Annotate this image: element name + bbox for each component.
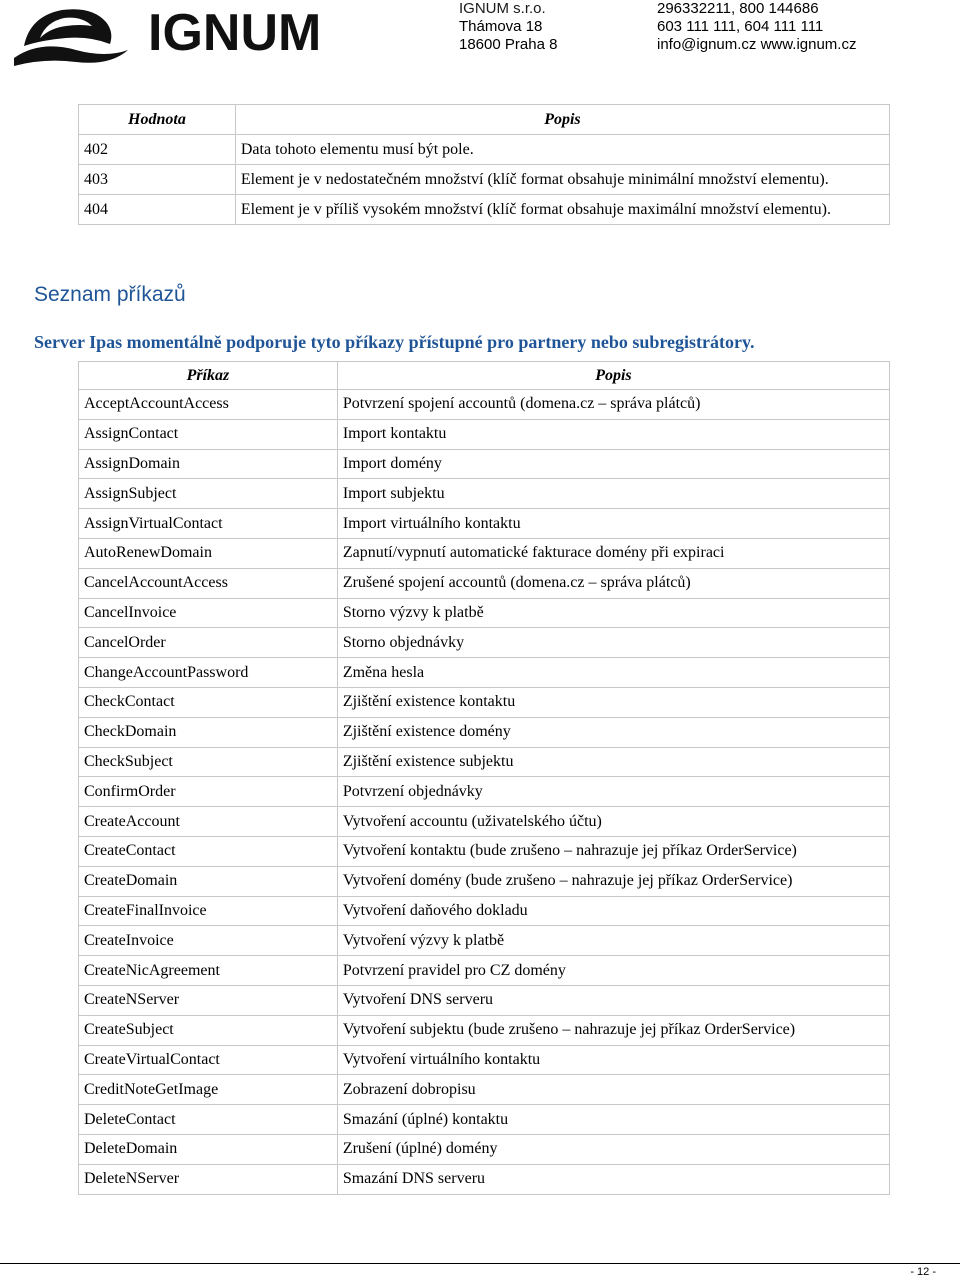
command-description: Import domény bbox=[337, 449, 889, 479]
table-row bbox=[79, 985, 890, 1015]
command-description: Vytvoření domény (bude zrušeno – nahrazuje jej příkaz OrderService) bbox=[337, 866, 889, 896]
commands-table bbox=[78, 361, 890, 1195]
command-name: CheckContact bbox=[79, 687, 338, 717]
command-name: CreateNServer bbox=[79, 985, 338, 1015]
error-description: Data tohoto elementu musí být pole. bbox=[235, 135, 889, 165]
command-name: CreateVirtualContact bbox=[79, 1045, 338, 1075]
command-name: AcceptAccountAccess bbox=[79, 390, 338, 420]
table-header-row bbox=[79, 105, 890, 135]
command-name: CreateInvoice bbox=[79, 926, 338, 956]
table-row bbox=[79, 747, 890, 777]
command-name: AutoRenewDomain bbox=[79, 538, 338, 568]
command-name: CreateContact bbox=[79, 836, 338, 866]
column-header-value: Hodnota bbox=[79, 105, 236, 135]
command-name: CreateDomain bbox=[79, 866, 338, 896]
table-row bbox=[79, 598, 890, 628]
section-subtitle: Server Ipas momentálně podporuje tyto příkazy přístupné pro partnery nebo subregistrátory. bbox=[34, 332, 755, 352]
command-name: CancelInvoice bbox=[79, 598, 338, 628]
command-name: CheckSubject bbox=[79, 747, 338, 777]
command-name: CancelOrder bbox=[79, 628, 338, 658]
command-description: Import kontaktu bbox=[337, 419, 889, 449]
command-name: CreateFinalInvoice bbox=[79, 896, 338, 926]
contact-phones-1: 296332211, 800 144686 bbox=[657, 0, 819, 17]
command-name: CreateAccount bbox=[79, 807, 338, 837]
table-row bbox=[79, 1075, 890, 1105]
error-code: 403 bbox=[79, 165, 236, 195]
table-row bbox=[79, 1164, 890, 1194]
company-street: Thámova 18 bbox=[459, 18, 543, 35]
command-description: Import virtuálního kontaktu bbox=[337, 509, 889, 539]
command-name: ChangeAccountPassword bbox=[79, 658, 338, 688]
table-row bbox=[79, 390, 890, 420]
table-row bbox=[79, 777, 890, 807]
section-title: Seznam příkazů bbox=[34, 283, 186, 306]
error-code: 402 bbox=[79, 135, 236, 165]
command-description: Vytvoření virtuálního kontaktu bbox=[337, 1045, 889, 1075]
command-description: Zrušené spojení accountů (domena.cz – správa plátců) bbox=[337, 568, 889, 598]
table-row bbox=[79, 538, 890, 568]
table-row bbox=[79, 956, 890, 986]
command-description: Import subjektu bbox=[337, 479, 889, 509]
column-header-description: Popis bbox=[337, 362, 889, 390]
command-name: DeleteDomain bbox=[79, 1134, 338, 1164]
contact-web: info@ignum.cz www.ignum.cz bbox=[657, 36, 857, 53]
table-row bbox=[79, 807, 890, 837]
table-row bbox=[79, 165, 890, 195]
command-description: Storno výzvy k platbě bbox=[337, 598, 889, 628]
table-row bbox=[79, 717, 890, 747]
footer-divider bbox=[0, 1263, 960, 1264]
table-row bbox=[79, 628, 890, 658]
command-name: CreateSubject bbox=[79, 1015, 338, 1045]
command-description: Zjištění existence subjektu bbox=[337, 747, 889, 777]
table-row bbox=[79, 836, 890, 866]
command-description: Smazání (úplné) kontaktu bbox=[337, 1105, 889, 1135]
command-name: DeleteContact bbox=[79, 1105, 338, 1135]
error-description: Element je v nedostatečném množství (klíč format obsahuje minimální množství elementu). bbox=[235, 165, 889, 195]
logo-wordmark: IGNUM bbox=[148, 4, 322, 62]
commands-table-body bbox=[79, 390, 890, 1195]
error-code-table bbox=[78, 104, 890, 225]
command-description: Zjištění existence domény bbox=[337, 717, 889, 747]
table-row bbox=[79, 658, 890, 688]
table-row bbox=[79, 1134, 890, 1164]
command-name: AssignDomain bbox=[79, 449, 338, 479]
company-name: IGNUM s.r.o. bbox=[459, 0, 546, 17]
ignum-logo bbox=[10, 0, 330, 68]
command-description: Zobrazení dobropisu bbox=[337, 1075, 889, 1105]
table-row bbox=[79, 419, 890, 449]
contact-phones-2: 603 111 111, 604 111 111 bbox=[657, 18, 824, 35]
table-row bbox=[79, 509, 890, 539]
company-city: 18600 Praha 8 bbox=[459, 36, 558, 53]
table-header-row bbox=[79, 362, 890, 390]
command-description: Zrušení (úplné) domény bbox=[337, 1134, 889, 1164]
command-name: CancelAccountAccess bbox=[79, 568, 338, 598]
command-description: Vytvoření výzvy k platbě bbox=[337, 926, 889, 956]
command-name: AssignContact bbox=[79, 419, 338, 449]
command-description: Zapnutí/vypnutí automatické fakturace domény při expiraci bbox=[337, 538, 889, 568]
table-row bbox=[79, 1105, 890, 1135]
table-row bbox=[79, 687, 890, 717]
command-description: Zjištění existence kontaktu bbox=[337, 687, 889, 717]
table-row bbox=[79, 896, 890, 926]
company-address bbox=[459, 0, 557, 54]
table-row bbox=[79, 1045, 890, 1075]
command-description: Vytvoření accountu (uživatelského účtu) bbox=[337, 807, 889, 837]
table-row bbox=[79, 568, 890, 598]
column-header-description: Popis bbox=[235, 105, 889, 135]
page-header bbox=[0, 0, 960, 72]
command-description: Potvrzení pravidel pro CZ domény bbox=[337, 956, 889, 986]
table-row bbox=[79, 449, 890, 479]
command-name: CreditNoteGetImage bbox=[79, 1075, 338, 1105]
page-number: - 12 - bbox=[910, 1266, 936, 1278]
command-name: CheckDomain bbox=[79, 717, 338, 747]
table-row bbox=[79, 1015, 890, 1045]
command-name: AssignVirtualContact bbox=[79, 509, 338, 539]
table-row bbox=[79, 926, 890, 956]
command-name: ConfirmOrder bbox=[79, 777, 338, 807]
command-description: Potvrzení objednávky bbox=[337, 777, 889, 807]
table-row bbox=[79, 135, 890, 165]
table-row bbox=[79, 195, 890, 225]
error-description: Element je v příliš vysokém množství (klíč format obsahuje maximální množství elementu). bbox=[235, 195, 889, 225]
command-description: Potvrzení spojení accountů (domena.cz – správa plátců) bbox=[337, 390, 889, 420]
command-description: Smazání DNS serveru bbox=[337, 1164, 889, 1194]
command-description: Vytvoření daňového dokladu bbox=[337, 896, 889, 926]
error-code: 404 bbox=[79, 195, 236, 225]
command-name: DeleteNServer bbox=[79, 1164, 338, 1194]
command-description: Vytvoření kontaktu (bude zrušeno – nahrazuje jej příkaz OrderService) bbox=[337, 836, 889, 866]
table-row bbox=[79, 479, 890, 509]
column-header-command: Příkaz bbox=[79, 362, 338, 390]
command-name: CreateNicAgreement bbox=[79, 956, 338, 986]
command-description: Storno objednávky bbox=[337, 628, 889, 658]
command-description: Vytvoření subjektu (bude zrušeno – nahrazuje jej příkaz OrderService) bbox=[337, 1015, 889, 1045]
company-contacts bbox=[657, 0, 856, 54]
command-description: Změna hesla bbox=[337, 658, 889, 688]
command-name: AssignSubject bbox=[79, 479, 338, 509]
command-description: Vytvoření DNS serveru bbox=[337, 985, 889, 1015]
table-row bbox=[79, 866, 890, 896]
